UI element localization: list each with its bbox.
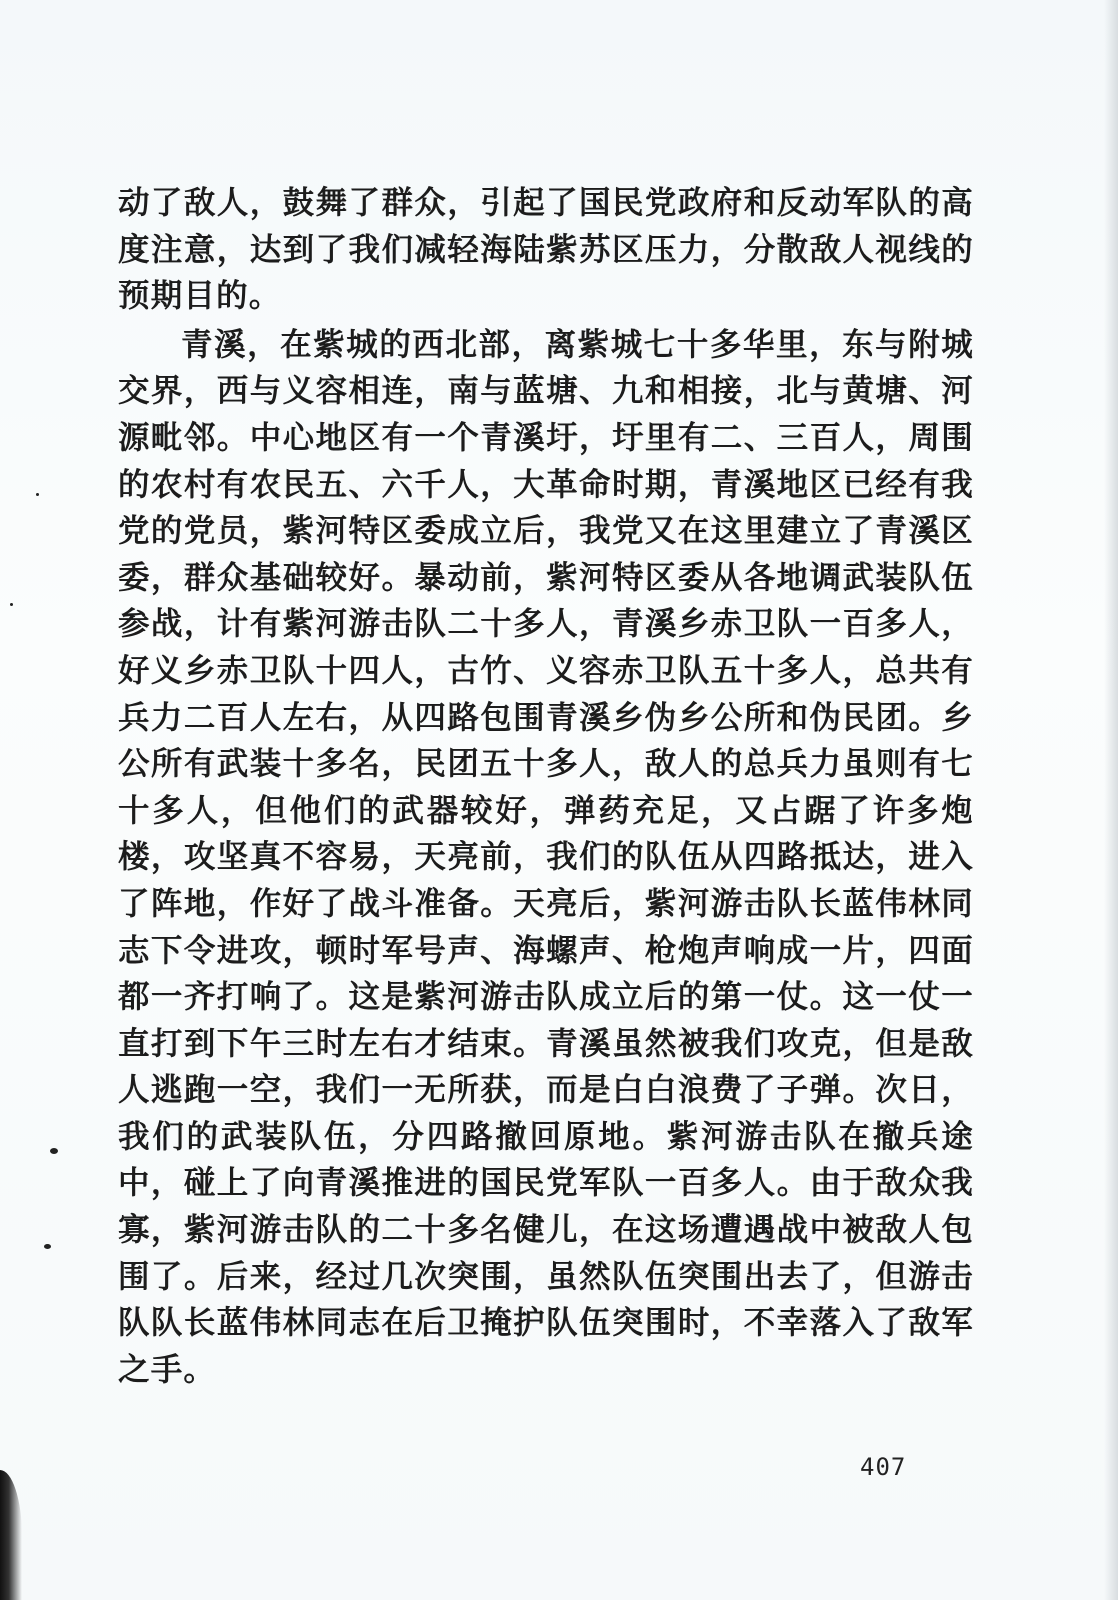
paragraph-qingxi: 青溪，在紫城的西北部，离紫城七十多华里，东与附城交界，西与义容相连，南与蓝塘、九和相接，北与黄塘、河源毗邻。中心地区有一个青溪圩，圩里有二、三百人，周围的农村有农民五、六千人，大革命时期，青溪地区已经有我党的党员，紫河特区委成立后，我党又在这里建立了青溪区委，群众基础较好。暴动前，紫河特区委从各地调武装队伍参战，计有紫河游击队二十多人，青溪乡赤卫队一百多人，好义乡赤卫队十四人，古竹、义容赤卫队五十多人，总共有兵力二百人左右，从四路包围青溪乡伪乡公所和伪民团。乡公所有武装十多名，民团五十多人，敌人的总兵力虽则有七十多人，但他们的武器较好，弹药充足，又占踞了许多炮楼，攻坚真不容易，天亮前，我们的队伍从四路抵达，进入了阵地，作好了战斗准备。天亮后，紫河游击队长蓝伟林同志下令进攻，顿时军号声、海螺声、枪炮声响成一片，四面都一齐打响了。这是紫河游击队成立后的第一仗。这一仗一直打到下午三时左右才结束。青溪虽然被我们攻克，但是敌人逃跑一空，我们一无所获，而是白白浪费了子弹。次日，我们的武装队伍，分四路撤回原地。紫河游击队在撤兵途中，碰上了向青溪推进的国民党军队一百多人。由于敌众我寡，紫河游击队的二十多名健儿，在这场遭遇战中被敌人包围了。后来，经过几次突围，虽然队伍突围出去了，但游击队队长蓝伟林同志在后卫掩护队伍突围时，不幸落入了敌军之手。	[118, 325, 974, 1388]
page-edge-shadow	[1104, 0, 1118, 1600]
page-number: 407	[860, 1453, 907, 1481]
scan-speck	[44, 1244, 51, 1249]
paragraph-continued: 动了敌人，鼓舞了群众，引起了国民党政府和反动军队的高度注意，达到了我们减轻海陆紫苏区压力，分散敌人视线的预期目的。	[118, 184, 974, 315]
scan-speck	[10, 603, 13, 606]
scan-speck	[36, 493, 39, 496]
scan-speck	[50, 1148, 58, 1154]
binding-shadow	[0, 1470, 22, 1600]
body-text	[118, 180, 974, 1393]
